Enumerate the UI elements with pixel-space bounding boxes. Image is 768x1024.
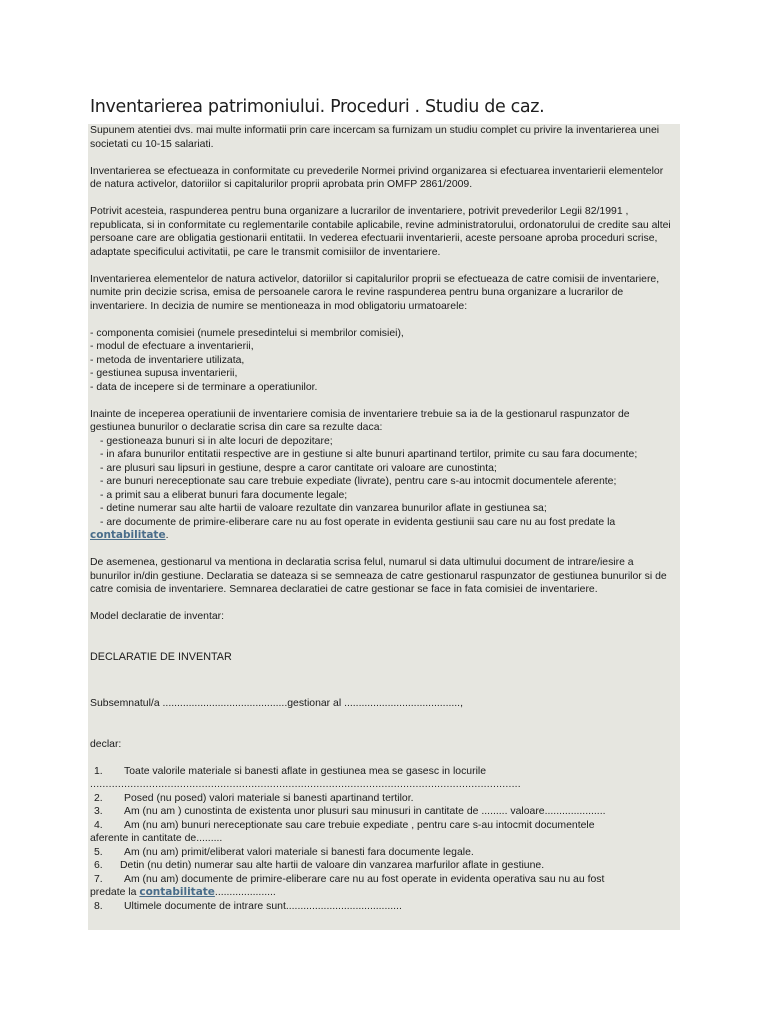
list-item: 3. Am (nu am ) cunostinta de existenta unor plusuri sau minusuri in cantitate de ......... valoare..................... [94,806,606,817]
list-item: - componenta comisiei (numele presedintelui si membrilor comisiei), [90,327,404,339]
list-item-continuation: predate la contabilitate..................... [90,886,276,898]
list-item: - data de incepere si de terminare a operatiunilor. [90,381,318,393]
list-item: - detine numerar sau alte hartii de valoare rezultate din vanzarea bunurilor aflate in gestiunea sa; [100,503,547,514]
paragraph-intro: Supunem atentiei dvs. mai multe informatii prin care incercam sa furnizam un studiu complet cu privire la inventarierea unei societati cu 10-15 salariati. [90,125,660,150]
subsemnatul-line: Subsemnatul/a ...........................................gestionar al ........................................, [90,698,463,709]
decision-list [90,327,674,395]
list-item: - metoda de inventariere utilizata, [90,354,245,366]
list-item: - are plusuri sau lipsuri in gestiune, despre a caror cantitate ori valoare are cunostinta; [100,462,497,474]
paragraph-model: Model declaratie de inventar: [90,611,225,622]
contabilitate-link[interactable]: contabilitate [90,529,166,541]
paragraph-mention: De asemenea, gestionarul va mentiona in declaratia scrisa felul, numarul si data ultimului document de intrare/iesire a bunurilor in/din gestiune. Declaratia se dateaza si se semneaza de catre gestionarul raspunzator de gestiunea bunurilor si de catre comisia de inventariere. Semnarea declaratiei de catre gestionar se face in fata comisiei de inventariere. [90,557,667,595]
list-item: 5. Am (nu am) primit/eliberat valori materiale si banesti fara documente legale. [94,846,474,858]
document-body [88,124,680,930]
list-item: 2. Posed (nu posed) valori materiale si banesti apartinand tertilor. [94,792,414,804]
contabilitate-link-2[interactable]: contabilitate [139,886,215,898]
page-title: Inventarierea patrimoniului. Proceduri . Studiu de caz. [90,97,545,117]
list-item: - gestioneaza bunuri si in alte locuri de depozitare; [100,435,333,447]
list-item-continuation: aferente in cantitate de......... [90,833,223,844]
declaration-items [90,765,674,914]
list-item: 8. Ultimele documente de intrare sunt........................................ [94,900,402,912]
list-item: - in afara bunurilor entitatii respective are in gestiune si alte bunuri apartinand tertilor, primite cu sau fara documente; [100,449,638,460]
declar-label: declar: [90,738,122,750]
list-item: - gestiunea supusa inventarierii, [90,368,238,379]
list-item: 1. Toate valorile materiale si banesti aflate in gestiunea mea se gasesc in locurile [94,765,487,777]
list-item-text: - are documente de primire-eliberare care nu au fost operate in evidenta gestiunii sau care nu au fost predate la [100,516,616,528]
list-item: - modul de efectuare a inventarierii, [90,341,254,352]
paragraph-declaration-intro: Inainte de inceperea operatiunii de inventariere comisia de inventariere trebuie sa ia de la gestionarul raspunzator de gestiunea bunurilor o declaratie scrisa din care sa rezulte daca: [90,408,630,433]
paragraph-norm: Inventarierea se efectueaza in conformitate cu prevederile Normei privind organizarea si efectuarea inventarierii elementelor de natura activelor, datoriilor si capitalurilor proprii aprobata prin OMFP 2861/2009. [90,165,664,190]
declaration-list [90,435,674,543]
paragraph-commission: Inventarierea elementelor de natura activelor, datoriilor si capitalurilor proprii se efectueaza de catre comisii de inventariere, numite prin decizie scrisa, emisa de persoanele carora le revine raspunderea pentru buna organizare a lucrarilor de inventariere. In decizia de numire se mentioneaza in mod obligatoriu urmatoarele: [90,273,660,312]
list-item: 7. Am (nu am) documente de primire-eliberare care nu au fost operate in evidenta operativa sau nu au fost [94,873,605,885]
list-item: - are bunuri nereceptionate sau care trebuie expediate (livrate), pentru care s-au intocmit documentele aferente; [100,476,617,487]
declaration-title: DECLARATIE DE INVENTAR [90,650,232,663]
period: . [165,530,169,541]
list-item [90,516,674,543]
list-item: 6. Detin (nu detin) numerar sau alte hartii de valoare din vanzarea marfurilor aflate in gestiune. [94,860,545,871]
dotted-line: ........................................................................................................................................... [90,779,521,790]
paragraph-responsibility: Potrivit acesteia, raspunderea pentru buna organizare a lucrarilor de inventariere, potrivit prevederilor Legii 82/1991 , republicata, si in conformitate cu reglementarile contabile aplicabile, revine administratorului, ordonatorului de credite sau altei persoane care are obligatia gestionarii entitatii. In vederea efectuarii inventarierii, aceste persoane aproba proceduri scrise, adaptate specificului activitatii, pe care le transmit comisiilor de inventariere. [90,206,671,258]
list-item: 4. Am (nu am) bunuri nereceptionate sau care trebuie expediate , pentru care s-au intocmit documentele [94,819,595,831]
list-item: - a primit sau a eliberat bunuri fara documente legale; [100,489,348,501]
